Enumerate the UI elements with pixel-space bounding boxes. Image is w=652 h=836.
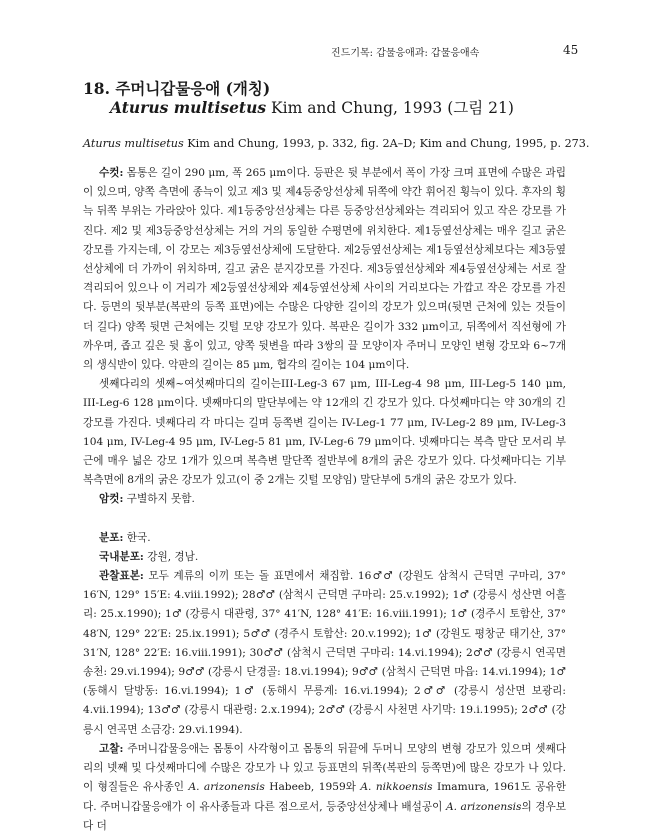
description-body	[83, 164, 566, 836]
distribution-text: 한국.	[123, 531, 151, 544]
distribution-label: 분포:	[99, 531, 124, 544]
synonymy-citation	[83, 137, 589, 150]
page-number: 45	[563, 43, 579, 57]
distribution-paragraph	[83, 529, 566, 548]
species-authority: Kim and Chung, 1993 (그림 21)	[271, 99, 514, 117]
species-scientific-name: Aturus multisetus	[110, 98, 267, 117]
domestic-distribution-paragraph	[83, 548, 566, 567]
female-text: 구별하지 못함.	[123, 493, 195, 506]
citation-text: Kim and Chung, 1993, p. 332, fig. 2A–D; Kim and Chung, 1995, p. 273.	[183, 137, 590, 150]
remarks-text-4: 의 경우보다 더	[83, 800, 566, 832]
domestic-distribution-text: 강원, 경남.	[143, 550, 199, 563]
male-description-text: 몸통은 길이 290 μm, 폭 265 μm이다. 등판은 뒷 부분에서 폭이 가장 크며 표면에 수많은 과립이 있으며, 양쪽 측면에 종늑이 있고 제3 및 제4등중앙선상체 뒤쪽에 약간 휘어진 횡늑이 있다. 후자의 횡늑 뒤쪽 부위는 가라앉아 있다. 제1등중앙선상체는 다른 등중앙선상체와는 격리되어 있고 작은 강모를 가진다. 제2 및 제3등중앙선상체는 거의 거의 동일한 수평면에 위치한다. 제1등옆선상체는 매우 길고 굵은 강모를 가지는데, 이 강모는 제3등옆선상체에 도달한다. 제2등옆선상체는 제1등옆선상체보다는 제3등옆선상체에 더 가까이 위치하며, 길고 굵은 분지강모를 가진다. 제3등옆선상체와 제4등옆선상체는 서로 잘 격리되어 있으나 이 거리가 제2등옆선상체와 제4등옆선상체 사이의 거리보다는 가깝고 작은 강모를 가진다. 등면의 뒷부분(복판의 등쪽 표면)에는 수많은 다양한 길이의 강모가 있으며(뒷면 근처에 있는 것들이 더 길다) 양쪽 뒷면 근처에는 깃털 모양 강모가 있다. 복판은 길이가 332 μm이고, 뒤쪽에서 직선형에 가까우며, 좁고 깊은 뒷 홈이 있고, 양쪽 뒷변을 따라 3쌍의 끌 모양이자 주머니 모양인 변형 강모와 6~7개의 생식반이 있다. 악판의 길이는 85 μm, 협각의 길이는 104 μm이다.	[83, 167, 566, 372]
remarks-species-2: A. nikkoensis	[360, 781, 433, 794]
running-head-title: 진드기목: 갑물응애과: 갑물응애속	[331, 48, 480, 59]
remarks-text-2: Habeeb, 1959와	[264, 781, 361, 794]
female-label: 암컷:	[99, 493, 124, 506]
citation-scientific-name: Aturus multisetus	[83, 137, 184, 150]
remarks-text-1: 주머니갑물응애는 몸통이 사각형이고 몸통의 뒤끝에 두머니 모양의 변형 강모가 있으며 셋째다리의 넷째 및 다섯째마디에 수많은 강모가 나 있고 등표면의 뒤쪽(복판의 등쪽면)에 많은 강모가 나 있다. 이 형질들은 유사종인	[83, 742, 566, 794]
species-heading	[83, 79, 514, 118]
male-description-paragraph	[83, 164, 566, 375]
specimens-text: 모두 계류의 이끼 또는 돌 표면에서 채집함. 16♂♂ (강원도 삼척시 근덕면 구마리, 37° 16′N, 129° 15′E: 4.viii.1992); 28♂♂ (삼척시 근덕면 구마리: 25.v.1992); 1♂ (강릉시 성산면 어흘리: 25.x.1990); 1♂ (강릉시 대관령, 37° 41′N, 128° 41′E: 16.viii.1991); 1♂ (경주시 토함산, 37° 48′N, 129° 22′E: 25.ix.1991); 5♂♂ (경주시 토함산: 20.v.1992); 1♂ (강원도 평창군 태기산, 37° 31′N, 128° 22′E: 16.viii.1991); 30♂♂ (삼척시 근덕면 구마리: 14.vi.1994); 2♂♂ (강릉시 연곡면 송천: 29.vi.1994); 9♂♂ (강릉시 단경골: 18.vi.1994); 9♂♂ (삼척시 근덕면 마읍: 14.vi.1994); 1♂ (동해시 달방동: 16.vi.1994); 1♂ (동해시 무릉계: 16.vi.1994); 2♂♂ (강릉시 성산면 보광리: 4.vii.1994); 13♂♂ (강릉시 대관령: 2.x.1994); 2♂♂ (강릉시 사천면 사기막: 19.i.1995); 2♂♂ (강릉시 연곡면 소금강: 29.vi.1994).	[83, 570, 566, 736]
specimens-label: 관찰표본:	[99, 570, 144, 583]
remarks-text-3: Imamura, 1961도 공유한다. 주머니갑물응애가 이 유사종들과 다른 점으로서, 등중앙선상체나 배설공이	[83, 781, 566, 813]
female-paragraph	[83, 490, 566, 509]
remarks-species-1: A. arizonensis	[188, 781, 265, 794]
male-legs-paragraph: 셋째다리의 셋째~여섯째마디의 길이는III-Leg-3 67 μm, III-Leg-4 98 μm, III-Leg-5 140 μm, III-Leg-6 128 μm이다. 넷째마디의 말단부에는 약 12개의 긴 강모가 있다. 다섯째마디는 약 30개의 긴 강모를 가진다. 넷째다리 각 마디는 길며 등쪽변 길이는 IV-Leg-1 77 μm, IV-Leg-2 89 μm, IV-Leg-3 104 μm, IV-Leg-4 95 μm, IV-Leg-5 81 μm, IV-Leg-6 79 μm이다. 넷째마디는 복측 말단 모서리 부근에 매우 넓은 강모 1개가 있으며 복측변 말단쪽 절반부에 8개의 굵은 강모가 있다. 다섯째마디는 기부 복측면에 8개의 굵은 강모가 있고(이 중 2개는 깃털 모양임) 말단부에 5개의 굵은 강모가 있다.	[83, 378, 566, 487]
specimens-paragraph	[83, 567, 566, 740]
species-korean-name: 주머니갑물응애 (개칭)	[115, 79, 271, 98]
species-number: 18.	[83, 79, 110, 98]
remarks-species-3: A. arizonensis	[445, 800, 522, 813]
remarks-paragraph	[83, 740, 566, 836]
remarks-label: 고찰:	[99, 742, 124, 755]
male-label: 수컷:	[99, 167, 124, 179]
domestic-distribution-label: 국내분포:	[99, 550, 144, 563]
